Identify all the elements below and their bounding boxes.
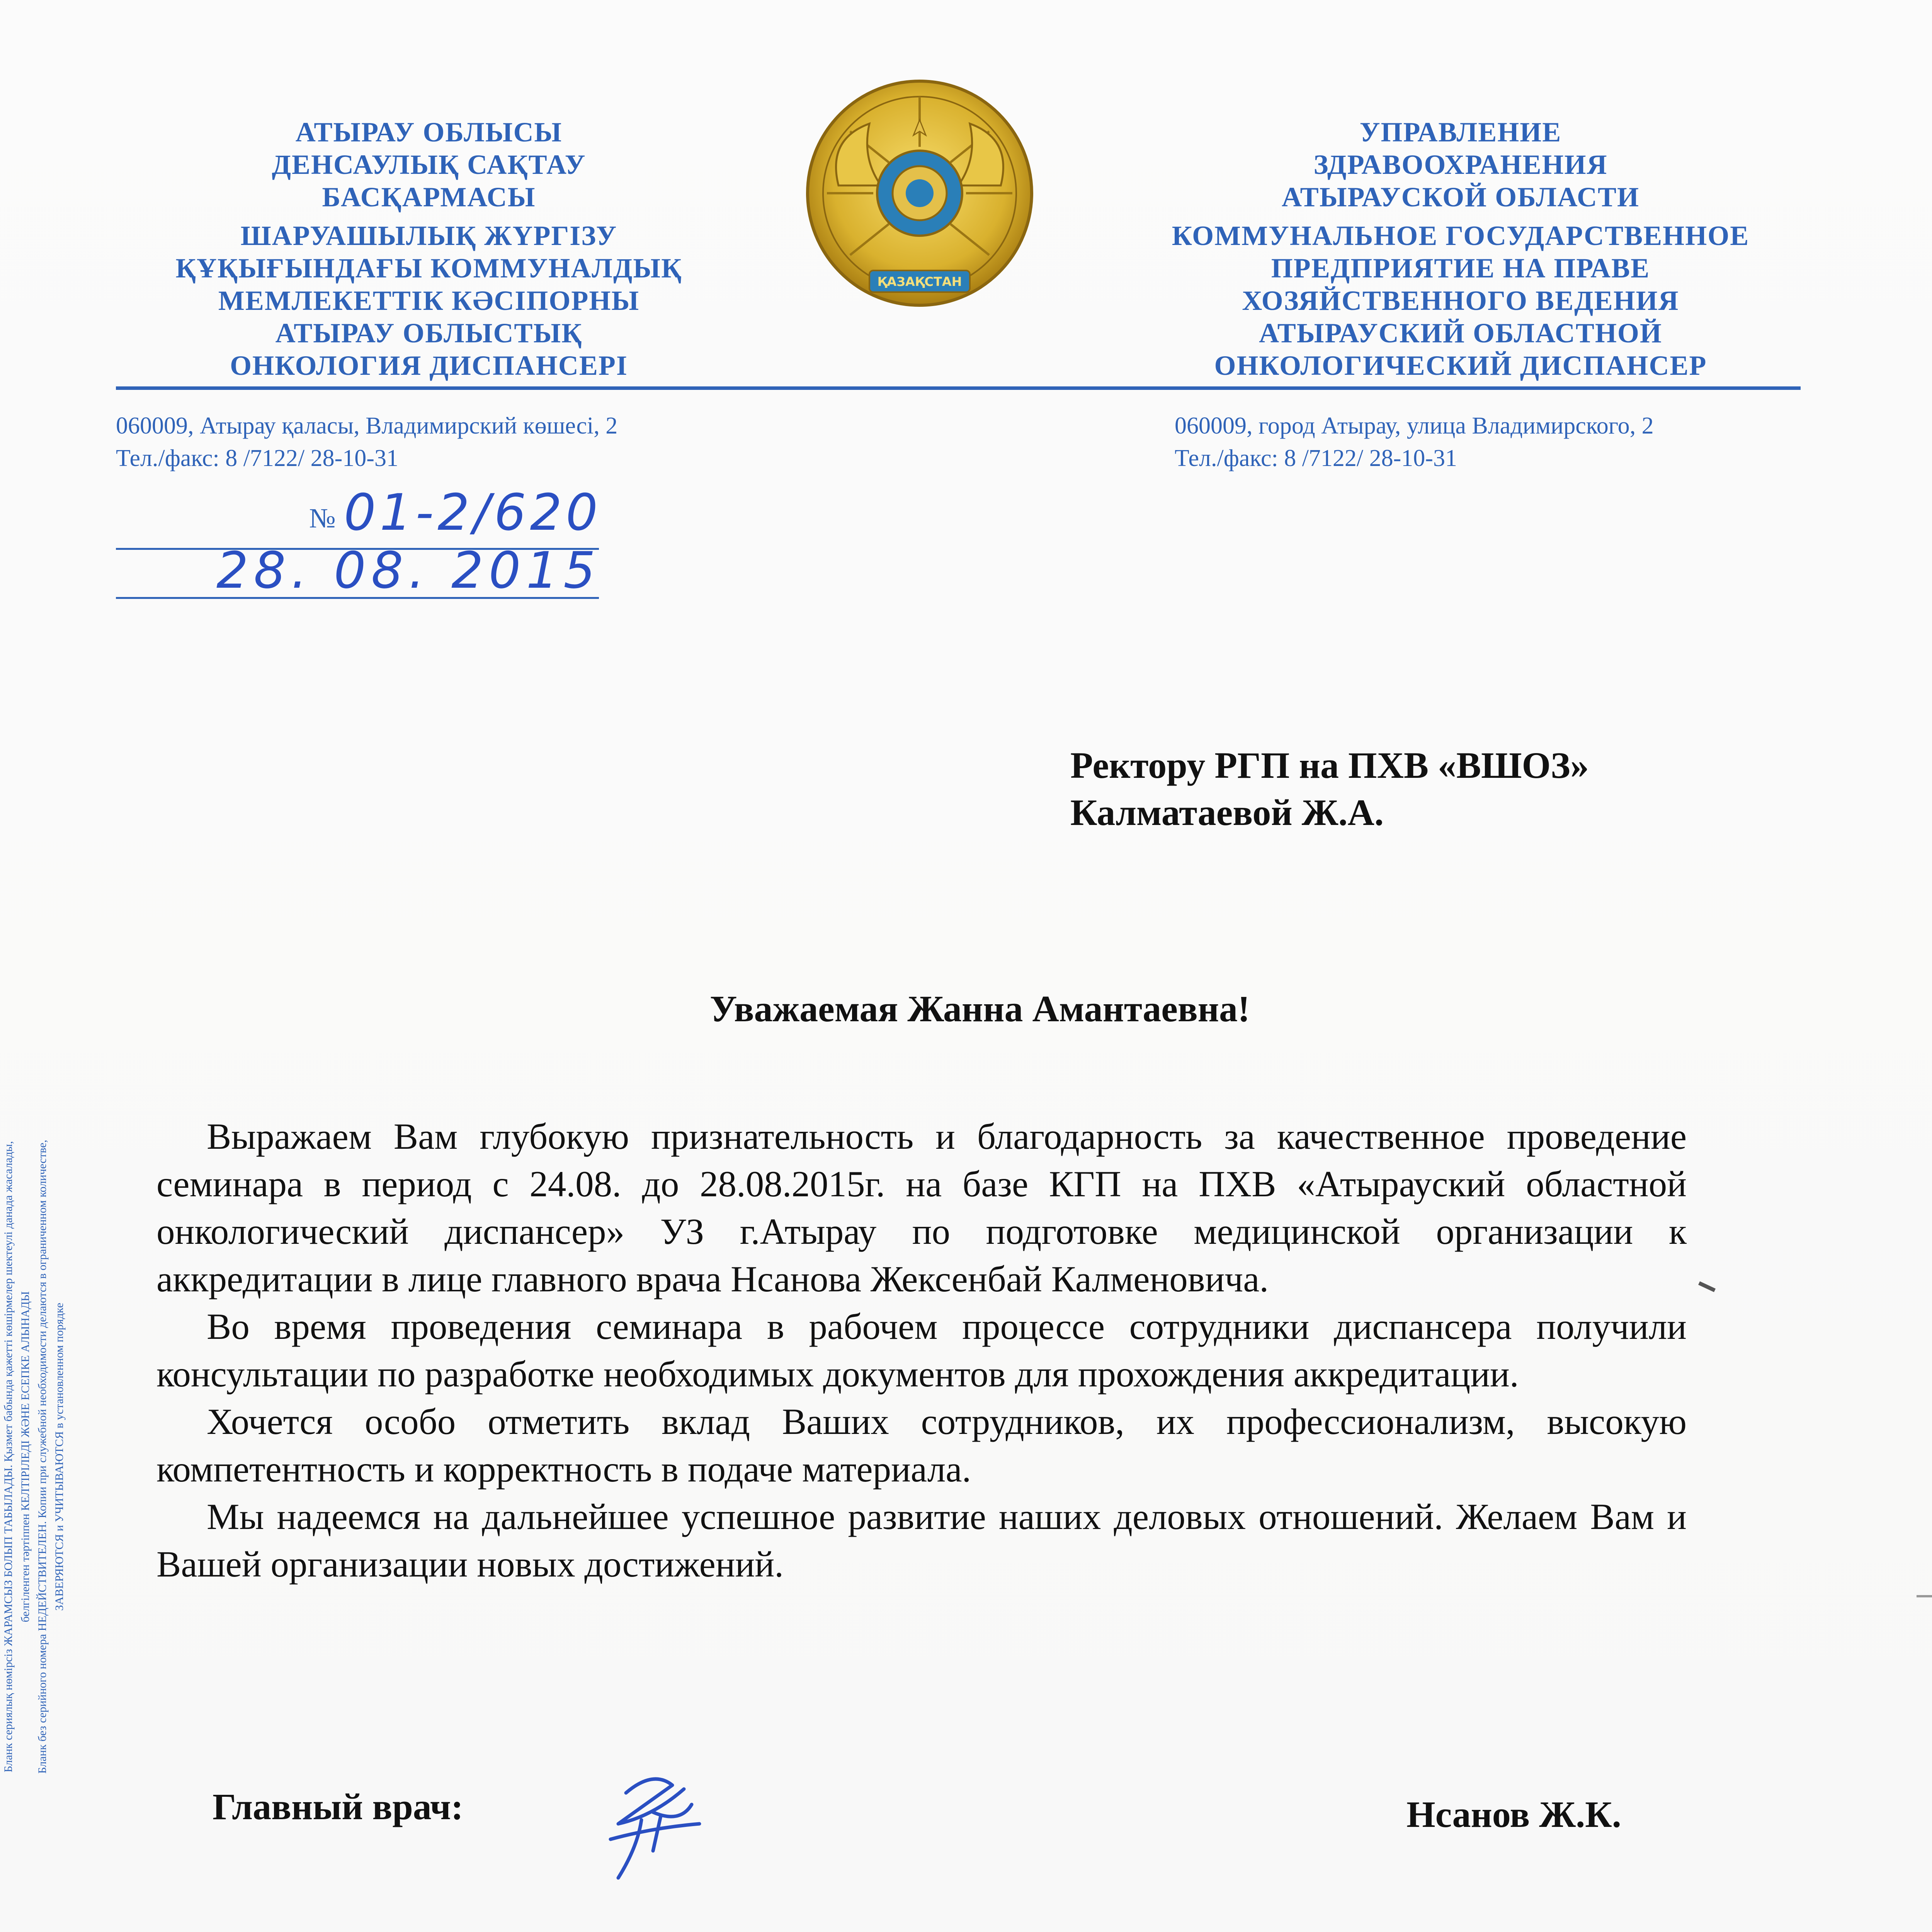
header-right-line: АТЫРАУСКОЙ ОБЛАСТИ	[1282, 182, 1639, 213]
state-emblem-icon	[804, 70, 1036, 321]
header-right-line: ПРЕДПРИЯТИЕ НА ПРАВЕ	[1271, 253, 1650, 284]
header-right-russian	[1136, 116, 1785, 382]
registration-date-line	[116, 597, 599, 599]
header-divider	[116, 386, 1801, 390]
registration-date: 28. 08. 2015	[216, 541, 601, 600]
header-left-line: ОНКОЛОГИЯ ДИСПАНСЕРІ	[230, 350, 628, 381]
salutation: Уважаемая Жанна Амантаевна!	[710, 988, 1250, 1029]
header-right-line: КОММУНАЛЬНОЕ ГОСУДАРСТВЕННОЕ	[1172, 220, 1750, 251]
header-left-line: АТЫРАУ ОБЛЫСЫ	[295, 117, 563, 148]
emblem-caption: ҚАЗАҚСТАН	[877, 274, 962, 289]
header-left-kazakh	[131, 116, 726, 382]
address-left: 060009, Атырау қаласы, Владимирский көшесі, 2	[116, 413, 618, 439]
addressee-line: Ректору РГП на ПХВ «ВШОЗ»	[1070, 745, 1589, 786]
signatory-name: Нсанов Ж.К.	[1406, 1794, 1621, 1835]
address-block-left	[116, 410, 617, 474]
form-side-note	[0, 935, 68, 1932]
body-paragraph: Хочется особо отметить вклад Ваших сотрудников, их профессионализм, высокую компетентность и корректность в подаче материала.	[156, 1401, 1687, 1490]
address-block-right	[1175, 410, 1654, 474]
header-left-line: АТЫРАУ ОБЛЫСТЫҚ	[275, 318, 583, 349]
scan-mark	[1917, 1595, 1932, 1597]
header-left-line: ДЕНСАУЛЫҚ САҚТАУ	[272, 149, 586, 180]
header-right-line: УПРАВЛЕНИЕ	[1359, 117, 1562, 148]
address-right: 060009, город Атырау, улица Владимирского, 2	[1175, 413, 1654, 439]
handwritten-signature	[595, 1762, 711, 1893]
body-paragraph: Выражаем Вам глубокую признательность и благодарность за качественное проведение семинара в период с 24.08. до 28.08.2015г. на базе КГП на ПХВ «Атырауский областной онкологический диспансер» УЗ г.Атырау по подготовке медицинской организации к аккредитации в лице главного врача Нсанова Жексенбай Калменовича.	[156, 1116, 1687, 1299]
phone-right: Тел./факс: 8 /7122/ 28-10-31	[1175, 445, 1457, 471]
addressee-line: Калматаевой Ж.А.	[1070, 792, 1384, 833]
phone-left: Тел./факс: 8 /7122/ 28-10-31	[116, 445, 398, 471]
registration-number-label: №	[309, 503, 336, 534]
side-note-line: белгіленген тәртіппен КЕЛТІРІЛЕДІ ЖӘНЕ ЕСЕПКЕ АЛЫНАДЫ	[19, 1291, 32, 1622]
header-right-line: АТЫРАУСКИЙ ОБЛАСТНОЙ	[1259, 318, 1662, 349]
header-left-line: БАСҚАРМАСЫ	[322, 182, 536, 213]
body-paragraph: Во время проведения семинара в рабочем процессе сотрудники диспансера получили консультации по разработке необходимых документов для прохождения аккредитации.	[156, 1306, 1687, 1395]
header-right-line: ЗДРАВООХРАНЕНИЯ	[1313, 149, 1608, 180]
header-left-line: МЕМЛЕКЕТТІК КӘСІПОРНЫ	[218, 285, 640, 316]
signature-title: Главный врач:	[213, 1786, 464, 1827]
addressee-block	[1070, 742, 1589, 836]
side-note-line: Бланк сериялық нөмірсіз ЖАРАМСЫЗ БОЛЫП ТАБЫЛАДЫ. Қызмет бабында қажетті көшірмелер шектеулі данада жасалады,	[2, 1141, 15, 1772]
header-right-line: ХОЗЯЙСТВЕННОГО ВЕДЕНИЯ	[1242, 285, 1679, 316]
registration-number: 01-2/620	[344, 483, 602, 542]
header-left-line: ШАРУАШЫЛЫҚ ЖҮРГІЗУ	[240, 220, 617, 251]
side-note-line: Бланк без серийного номера НЕДЕЙСТВИТЕЛЕН. Копии при служебной необходимости делаются в ограниченном количестве,	[36, 1139, 49, 1774]
scan-mark	[1698, 1281, 1716, 1292]
letter-body	[156, 1113, 1687, 1588]
header-right-line: ОНКОЛОГИЧЕСКИЙ ДИСПАНСЕР	[1214, 350, 1707, 381]
header-left-line: ҚҰҚЫҒЫНДАҒЫ КОММУНАЛДЫҚ	[175, 253, 682, 284]
side-note-line: ЗАВЕРЯЮТСЯ и УЧИТЫВАЮТСЯ в установленном порядке	[53, 1303, 66, 1611]
body-paragraph: Мы надеемся на дальнейшее успешное развитие наших деловых отношений. Желаем Вам и Вашей организации новых достижений.	[156, 1496, 1687, 1585]
